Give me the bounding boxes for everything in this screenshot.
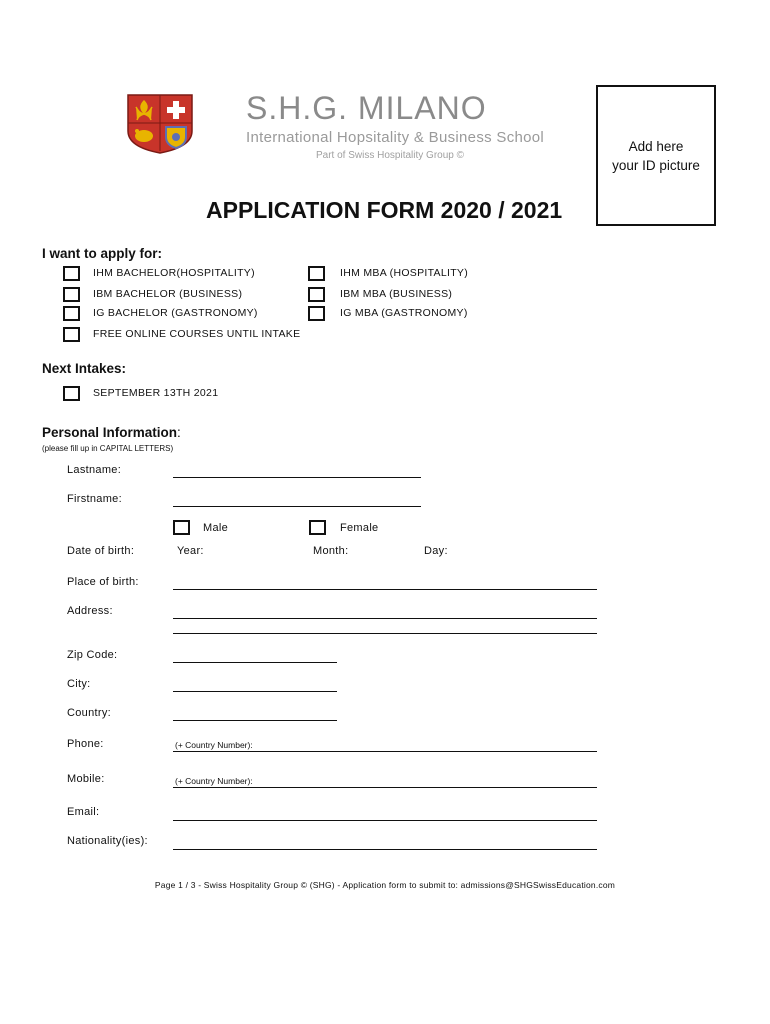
option-label: IHM BACHELOR(HOSPITALITY) xyxy=(93,267,255,279)
address-field-line1[interactable] xyxy=(173,618,597,619)
mobile-label: Mobile: xyxy=(67,773,105,785)
checkbox-female[interactable] xyxy=(309,520,326,535)
zip-field[interactable] xyxy=(173,662,337,663)
lastname-label: Lastname: xyxy=(67,464,122,476)
page-footer: Page 1 / 3 - Swiss Hospitality Group © (SHG) - Application form to submit to: admissions@SHGSwissEducation.com xyxy=(154,880,616,890)
id-picture-box[interactable] xyxy=(596,85,716,226)
dob-day-field[interactable]: Day: xyxy=(424,545,448,557)
place-of-birth-field[interactable] xyxy=(173,589,597,590)
id-picture-line1: Add here xyxy=(628,138,684,154)
option-label: IG MBA (GASTRONOMY) xyxy=(340,307,468,319)
lastname-field[interactable] xyxy=(173,477,421,478)
mobile-hint: (+ Country Number): xyxy=(175,776,253,786)
personal-heading-colon: : xyxy=(177,425,181,440)
checkbox-ihm-bachelor[interactable] xyxy=(63,266,80,281)
place-of-birth-label: Place of birth: xyxy=(67,576,139,588)
option-label: IG BACHELOR (GASTRONOMY) xyxy=(93,307,258,319)
part-of-text: Part of Swiss Hospitality Group © xyxy=(316,150,464,161)
intakes-heading: Next Intakes: xyxy=(42,361,127,376)
checkbox-ig-mba[interactable] xyxy=(308,306,325,321)
nationality-label: Nationality(ies): xyxy=(67,835,148,847)
checkbox-ibm-bachelor[interactable] xyxy=(63,287,80,302)
school-subtitle: International Hopsitality & Business School xyxy=(246,129,545,146)
option-label: IHM MBA (HOSPITALITY) xyxy=(340,267,469,279)
email-field[interactable] xyxy=(173,820,597,821)
dob-month-field[interactable]: Month: xyxy=(313,545,349,557)
coat-of-arms-icon xyxy=(126,93,194,155)
firstname-field[interactable] xyxy=(173,506,421,507)
female-label: Female xyxy=(340,522,379,534)
form-title: APPLICATION FORM 2020 / 2021 xyxy=(206,197,563,223)
phone-hint: (+ Country Number): xyxy=(175,740,253,750)
address-label: Address: xyxy=(67,605,113,617)
email-label: Email: xyxy=(67,806,100,818)
option-label: SEPTEMBER 13TH 2021 xyxy=(93,387,219,399)
checkbox-ibm-mba[interactable] xyxy=(308,287,325,302)
checkbox-ihm-mba[interactable] xyxy=(308,266,325,281)
mobile-field[interactable] xyxy=(173,787,597,788)
personal-heading xyxy=(42,425,181,440)
nationality-field[interactable] xyxy=(173,849,597,850)
id-picture-line2: your ID picture xyxy=(612,157,700,173)
capital-letters-note: (please fill up in CAPITAL LETTERS) xyxy=(42,444,174,453)
dob-label: Date of birth: xyxy=(67,545,135,557)
zip-label: Zip Code: xyxy=(67,649,118,661)
school-name: S.H.G. MILANO xyxy=(246,90,487,126)
city-field[interactable] xyxy=(173,691,337,692)
option-label: IBM MBA (BUSINESS) xyxy=(340,288,453,300)
checkbox-ig-bachelor[interactable] xyxy=(63,306,80,321)
male-label: Male xyxy=(203,522,229,534)
country-field[interactable] xyxy=(173,720,337,721)
checkbox-male[interactable] xyxy=(173,520,190,535)
checkbox-free-online-courses[interactable] xyxy=(63,327,80,342)
checkbox-september-intake[interactable] xyxy=(63,386,80,401)
phone-label: Phone: xyxy=(67,738,104,750)
city-label: City: xyxy=(67,678,91,690)
personal-heading-text: Personal Information xyxy=(42,425,178,440)
phone-field[interactable] xyxy=(173,751,597,752)
apply-heading: I want to apply for: xyxy=(42,246,162,261)
option-label: IBM BACHELOR (BUSINESS) xyxy=(93,288,243,300)
firstname-label: Firstname: xyxy=(67,493,122,505)
dob-year-field[interactable]: Year: xyxy=(177,545,204,557)
country-label: Country: xyxy=(67,707,111,719)
option-label: FREE ONLINE COURSES UNTIL INTAKE xyxy=(93,328,301,340)
address-field-line2[interactable] xyxy=(173,633,597,634)
